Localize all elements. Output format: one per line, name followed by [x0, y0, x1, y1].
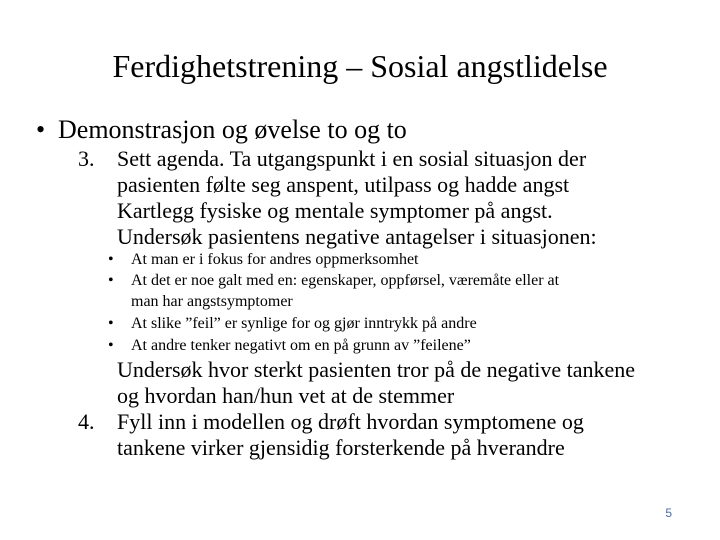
bullet-dot: • [108, 315, 114, 332]
continuation-line: Undersøk hvor sterkt pasienten tror på de negative tankene [117, 357, 636, 382]
item-number: 3. [78, 146, 95, 171]
main-bullet-text: Demonstrasjon og øvelse to og to [58, 115, 407, 144]
item-line: pasienten følte seg anspent, utilpass og hadde angst [117, 172, 570, 197]
item-line: Kartlegg fysiske og mentale symptomer på angst. [117, 198, 553, 223]
item-line: Fyll inn i modellen og drøft hvordan symptomene og [117, 409, 584, 434]
item-line: tankene virker gjensidig forsterkende på hverandre [117, 435, 565, 460]
page-number: 5 [665, 506, 672, 520]
slide-title: Ferdighetstrening – Sosial angstlidelse [112, 48, 608, 84]
item-line: Undersøk pasientens negative antagelser i situasjonen: [117, 224, 597, 249]
bullet-dot: • [36, 115, 46, 144]
item-line: Sett agenda. Ta utgangspunkt i en sosial situasjon der [117, 146, 587, 171]
sub-bullet-text: At man er i fokus for andres oppmerksomhet [131, 251, 419, 268]
continuation-line: og hvordan han/hun vet at de stemmer [117, 383, 455, 408]
sub-bullet-text: man har angstsymptomer [131, 293, 293, 310]
sub-bullet-text: At andre tenker negativt om en på grunn av ”feilene” [131, 337, 471, 354]
main-bullet [36, 114, 407, 146]
sub-bullet-text: At slike ”feil” er synlige for og gjør inntrykk på andre [131, 315, 477, 332]
item-number: 4. [78, 409, 95, 434]
bullet-dot: • [108, 337, 114, 354]
bullet-dot: • [108, 272, 114, 289]
sub-bullet-text: At det er noe galt med en: egenskaper, oppførsel, væremåte eller at [131, 272, 560, 289]
bullet-dot: • [108, 251, 114, 268]
